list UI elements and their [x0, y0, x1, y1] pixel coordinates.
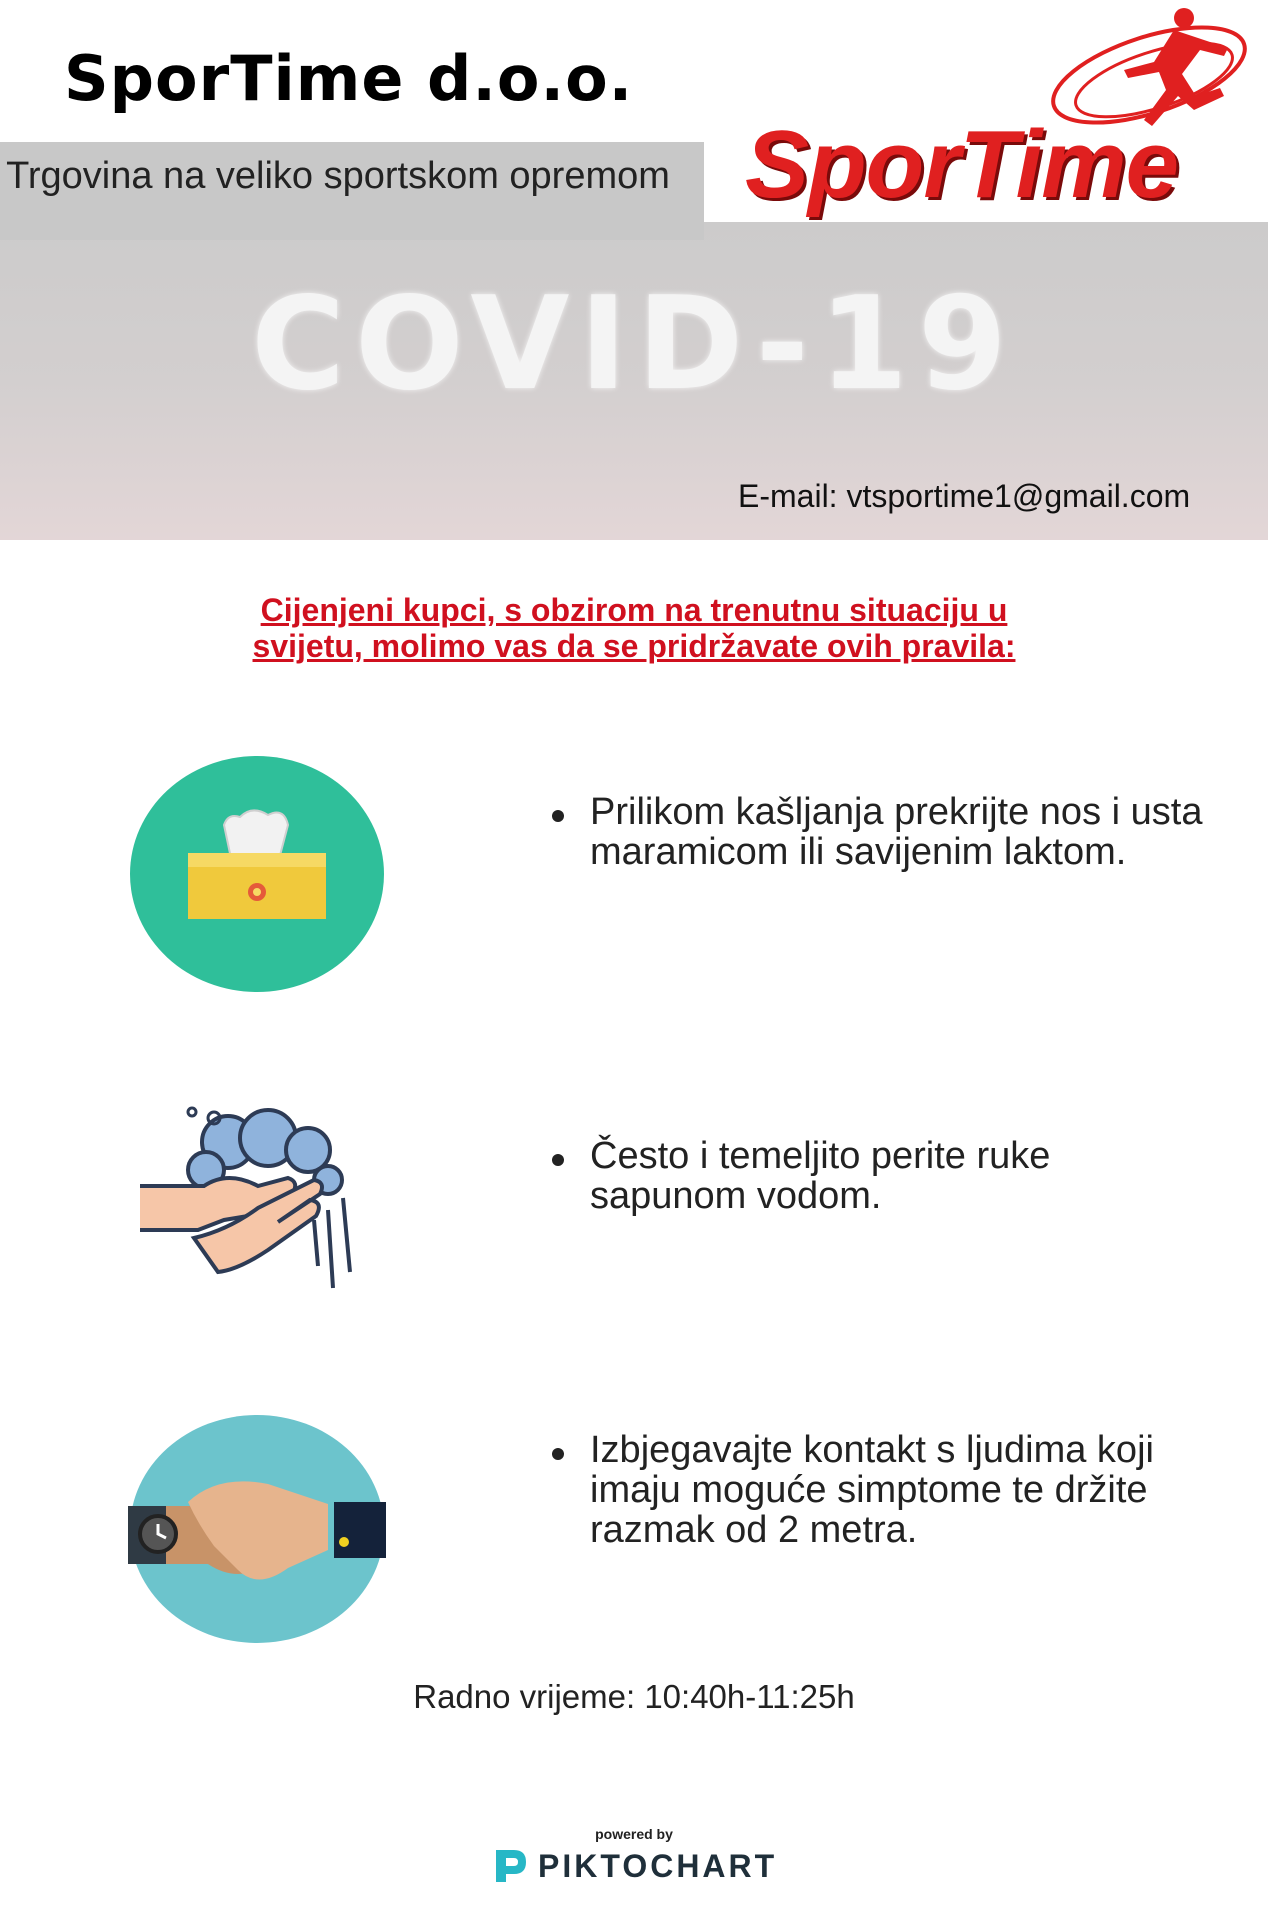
rule-2-text: Često i temeljito perite ruke sapunom vodom. [590, 1135, 1051, 1217]
hand-washing-icon [128, 1090, 386, 1314]
rule-1-text: Prilikom kašljanja prekrijte nos i usta maramicom ili savijenim laktom. [590, 791, 1203, 873]
handshake-icon [128, 1414, 386, 1648]
tissue-box-icon [128, 755, 386, 997]
company-subtitle: Trgovina na veliko sportskom opremom [6, 155, 670, 197]
bullet-1 [552, 810, 564, 822]
contact-email: E-mail: vtsportime1@gmail.com [738, 478, 1191, 514]
bullet-3 [552, 1448, 564, 1460]
company-title: SporTime d.o.o. [64, 42, 634, 115]
logo-wordmark: SporTime [745, 111, 1178, 218]
working-hours: Radno vrijeme: 10:40h-11:25h [413, 1678, 855, 1715]
bullet-2 [552, 1154, 564, 1166]
piktochart-brand: PIKTOCHART [538, 1848, 778, 1884]
rule-3-text: Izbjegavajte kontakt s ljudima koji imaju moguće simptome te držite razmak od 2 metra. [590, 1429, 1154, 1551]
notice-heading: Cijenjeni kupci, s obzirom na trenutnu situaciju u svijetu, molimo vas da se pridržavate ovih pravila: [252, 592, 1016, 664]
piktochart-logo-icon [490, 1846, 530, 1890]
powered-by-label: powered by [595, 1826, 673, 1842]
covid-banner-text: COVID-19 [251, 270, 1017, 419]
